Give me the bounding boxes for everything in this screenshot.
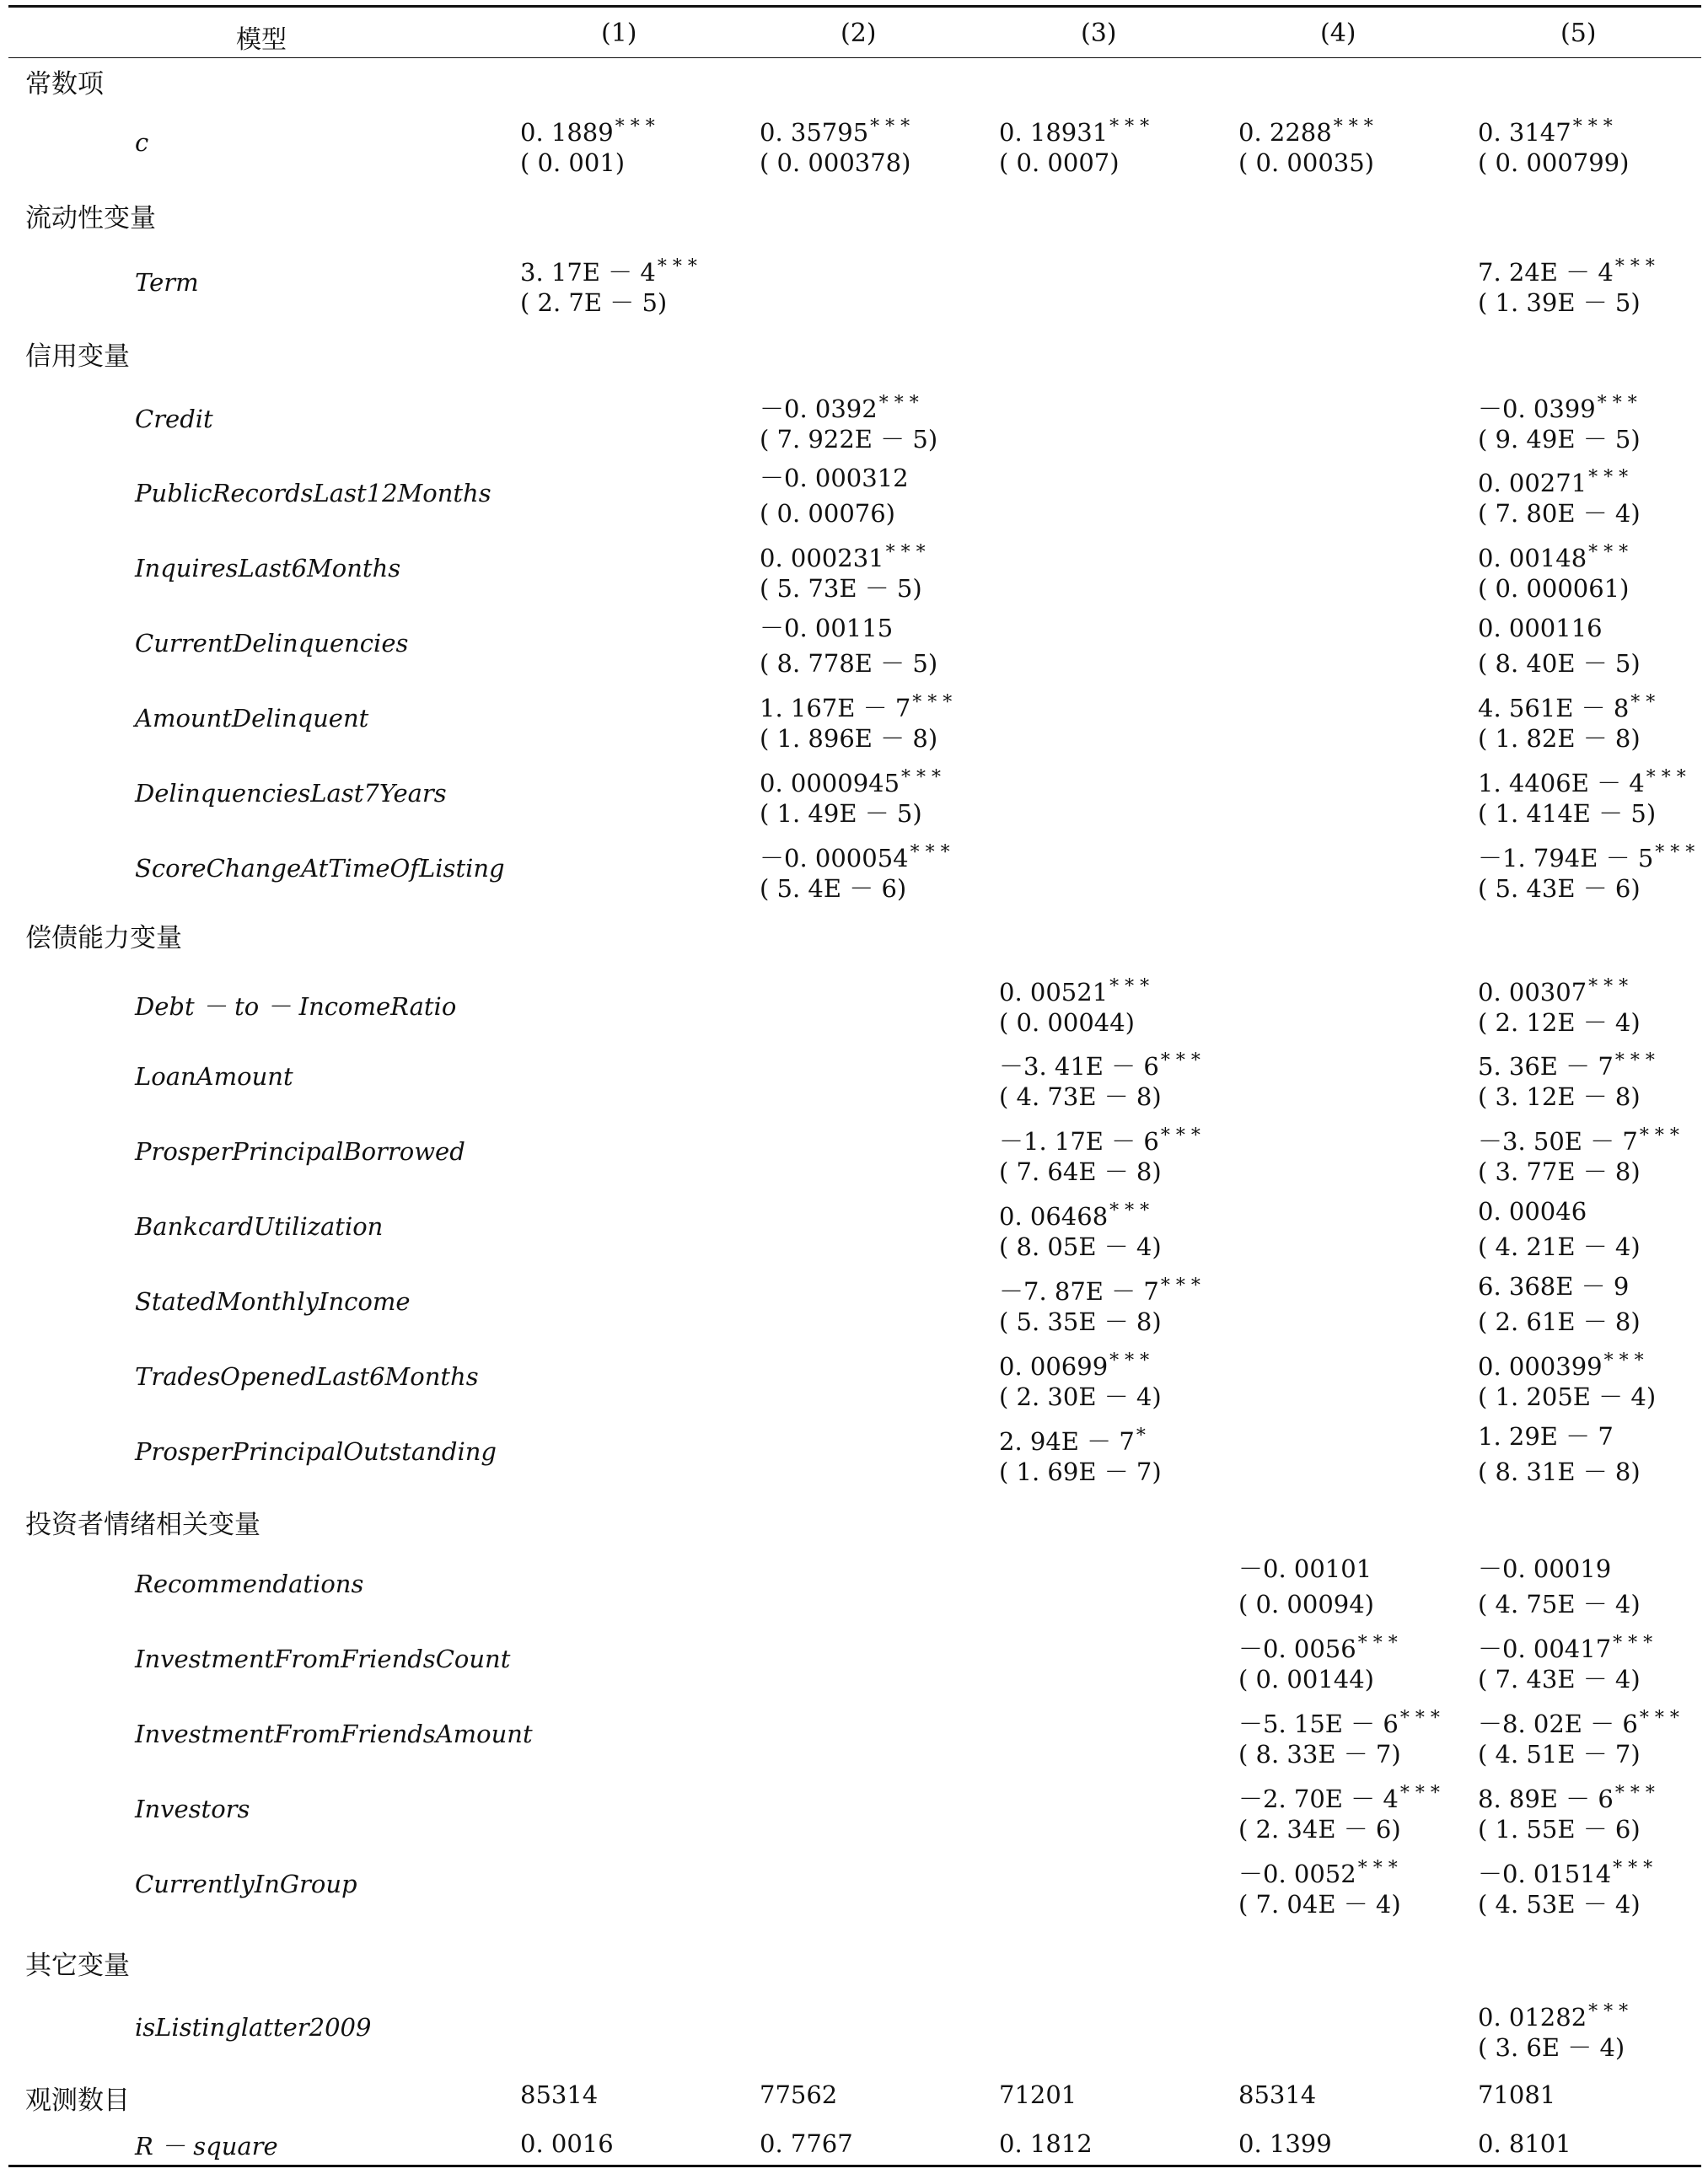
coefficient-number: 0. 00521 [999, 978, 1109, 1006]
coefficient-number: －0. 00101 [1238, 1554, 1372, 1583]
standard-error-value: ( 5. 43E － 6) [1478, 874, 1641, 903]
significance-stars: * [1136, 1425, 1146, 1447]
standard-error-value: ( 0. 000378) [760, 148, 911, 177]
variable-name: PublicRecordsLast12Months [135, 479, 491, 507]
coefficient-cell [1478, 1044, 1655, 1114]
coefficient-value [760, 835, 950, 871]
section-title: 常数项 [25, 69, 104, 99]
standard-error-value: ( 4. 73E － 8) [999, 1082, 1162, 1111]
coefficient-cell [1478, 1419, 1641, 1490]
coefficient-number: 0. 00046 [1478, 1197, 1587, 1226]
standard-error-value: ( 1. 205E － 4) [1478, 1382, 1657, 1411]
coefficient-value [760, 535, 926, 571]
coefficient-number: 0. 01282 [1478, 2003, 1587, 2032]
variable-name: Credit [135, 405, 213, 433]
significance-stars: * * * [1399, 1708, 1440, 1729]
standard-error-value: ( 3. 12E － 8) [1478, 1082, 1641, 1111]
coefficient-cell [1478, 969, 1641, 1040]
standard-error-value: ( 4. 21E － 4) [1478, 1232, 1641, 1261]
coefficient-value [1478, 835, 1695, 871]
standard-error-value: ( 1. 82E － 8) [1478, 724, 1641, 753]
standard-error-value: ( 0. 00035) [1238, 148, 1374, 177]
significance-stars: * * * [1613, 1633, 1653, 1654]
coefficient-cell [1238, 1626, 1398, 1697]
section-title: 投资者情绪相关变量 [25, 1510, 260, 1540]
coefficient-number: 8. 89E － 6 [1478, 1785, 1614, 1813]
coefficient-cell [1478, 1119, 1679, 1189]
coefficient-value [999, 110, 1149, 145]
standard-error-value: ( 9. 49E － 5) [1478, 425, 1641, 454]
coefficient-value [1478, 1994, 1628, 2030]
header-rule [8, 57, 1701, 58]
significance-stars: * * * [901, 767, 942, 788]
coefficient-cell [1478, 1994, 1628, 2065]
coefficient-cell [1478, 1269, 1641, 1339]
top-rule [8, 5, 1701, 8]
coefficient-cell [1478, 610, 1641, 681]
coefficient-cell [1478, 1701, 1679, 1772]
coefficient-value [1478, 1701, 1679, 1737]
variable-name: ProsperPrincipalOutstanding [135, 1437, 497, 1466]
coefficient-cell [1478, 685, 1655, 756]
coefficient-cell [1238, 1851, 1401, 1922]
significance-stars: * * * [1160, 1125, 1200, 1146]
standard-error-value: ( 0. 00076) [760, 499, 895, 528]
standard-error-value: ( 3. 6E － 4) [1478, 2033, 1625, 2062]
coefficient-value [760, 685, 952, 721]
significance-stars: * * * [1588, 2001, 1629, 2022]
variable-name: InquiresLast6Months [135, 554, 401, 582]
standard-error-value: ( 1. 414E － 5) [1478, 799, 1657, 828]
coefficient-value [999, 969, 1149, 1005]
coefficient-cell [760, 386, 937, 457]
significance-stars: * * * [1639, 1708, 1679, 1729]
section-title: 偿债能力变量 [25, 923, 182, 953]
coefficient-cell [1478, 1551, 1641, 1622]
section-title: 流动性变量 [25, 203, 156, 234]
significance-stars: * * * [1109, 1350, 1150, 1371]
standard-error-value: ( 1. 49E － 5) [760, 799, 922, 828]
r-square-value: 0. 7767 [760, 2129, 853, 2158]
coefficient-number: 0. 000231 [760, 544, 884, 572]
r-square-value: 0. 1399 [1238, 2129, 1332, 2158]
coefficient-value [760, 460, 909, 496]
coefficient-number: 0. 0000945 [760, 769, 900, 797]
significance-stars: * * * [1603, 1350, 1644, 1371]
observations-value: 71081 [1478, 2080, 1556, 2109]
coefficient-value [1478, 610, 1641, 646]
coefficient-number: 0. 3147 [1478, 118, 1571, 147]
variable-name: ProsperPrincipalBorrowed [135, 1137, 465, 1166]
coefficient-number: －0. 000054 [760, 844, 909, 872]
coefficient-number: 2. 94E － 7 [999, 1427, 1135, 1456]
coefficient-number: 0. 00307 [1478, 978, 1587, 1006]
coefficient-value [760, 760, 941, 796]
significance-stars: * * * [1333, 116, 1373, 137]
coefficient-number: －1. 794E － 5 [1478, 844, 1654, 872]
standard-error-value: ( 7. 64E － 8) [999, 1157, 1162, 1186]
coefficient-value [1478, 1626, 1652, 1661]
coefficient-cell [1478, 386, 1641, 457]
significance-stars: * * [1630, 692, 1656, 713]
significance-stars: * * * [1588, 976, 1629, 997]
coefficient-value [1238, 1851, 1401, 1887]
header-column-1: (1) [601, 19, 637, 48]
coefficient-number: 0. 1889 [520, 118, 614, 147]
standard-error-value: ( 1. 39E － 5) [1478, 288, 1641, 317]
standard-error-value: ( 1. 55E － 6) [1478, 1815, 1641, 1844]
coefficient-value [1238, 110, 1374, 145]
observations-value: 85314 [1238, 2080, 1317, 2109]
coefficient-cell [999, 969, 1149, 1040]
section-title: 信用变量 [25, 341, 130, 372]
standard-error-value: ( 8. 05E － 4) [999, 1232, 1162, 1261]
standard-error-value: ( 7. 04E － 4) [1238, 1890, 1401, 1919]
coefficient-value [1238, 1776, 1440, 1812]
standard-error-value: ( 0. 0007) [999, 148, 1120, 177]
coefficient-number: 1. 29E － 7 [1478, 1422, 1614, 1451]
coefficient-value [1478, 969, 1641, 1005]
coefficient-number: －0. 00019 [1478, 1554, 1612, 1583]
variable-name: isListinglatter2009 [135, 2013, 372, 2042]
variable-name: TradesOpenedLast6Months [135, 1362, 479, 1391]
coefficient-cell [999, 1419, 1162, 1490]
coefficient-value [999, 1194, 1162, 1229]
variable-name: ScoreChangeAtTimeOfListing [135, 854, 505, 883]
section-title: 其它变量 [25, 1951, 130, 1981]
coefficient-number: 3. 17E － 4 [520, 258, 656, 287]
standard-error-value: ( 5. 4E － 6) [760, 874, 907, 903]
variable-name: Debt － to － IncomeRatio [135, 992, 457, 1021]
significance-stars: * * * [912, 692, 953, 713]
standard-error-value: ( 1. 896E － 8) [760, 724, 938, 753]
coefficient-value [1238, 1701, 1440, 1737]
significance-stars: * * * [1357, 1633, 1398, 1654]
coefficient-number: －2. 70E － 4 [1238, 1785, 1399, 1813]
standard-error-value: ( 8. 778E － 5) [760, 649, 938, 678]
coefficient-cell [760, 610, 937, 681]
coefficient-cell [760, 760, 941, 831]
standard-error-value: ( 2. 30E － 4) [999, 1382, 1162, 1411]
coefficient-number: －8. 02E － 6 [1478, 1710, 1638, 1738]
coefficient-number: －0. 00115 [760, 614, 894, 642]
standard-error-value: ( 0. 00044) [999, 1008, 1135, 1037]
coefficient-cell [1478, 835, 1695, 906]
significance-stars: * * * [1160, 1050, 1200, 1071]
coefficient-value [999, 1269, 1200, 1304]
observations-value: 77562 [760, 2080, 838, 2109]
header-column-4: (4) [1320, 19, 1356, 48]
significance-stars: * * * [1588, 467, 1629, 488]
coefficient-cell [520, 250, 697, 320]
significance-stars: * * * [1109, 976, 1150, 997]
standard-error-value: ( 8. 31E － 8) [1478, 1457, 1641, 1486]
significance-stars: * * * [910, 842, 950, 863]
coefficient-number: 7. 24E － 4 [1478, 258, 1614, 287]
coefficient-cell [1478, 535, 1629, 606]
coefficient-value [999, 1419, 1162, 1454]
significance-stars: * * * [870, 116, 910, 137]
significance-stars: * * * [885, 542, 926, 563]
coefficient-value [1478, 460, 1641, 496]
significance-stars: * * * [1399, 1783, 1440, 1804]
significance-stars: * * * [615, 116, 655, 137]
coefficient-cell [1478, 1776, 1655, 1847]
standard-error-value: ( 2. 12E － 4) [1478, 1008, 1641, 1037]
coefficient-value [1478, 1044, 1655, 1079]
standard-error-value: ( 4. 51E － 7) [1478, 1740, 1641, 1769]
coefficient-value [760, 386, 937, 421]
coefficient-value [1478, 760, 1686, 796]
coefficient-number: 0. 000399 [1478, 1352, 1603, 1381]
coefficient-cell [1478, 110, 1629, 180]
r-square-value: 0. 8101 [1478, 2129, 1571, 2158]
coefficient-number: －0. 00417 [1478, 1635, 1612, 1663]
standard-error-value: ( 8. 40E － 5) [1478, 649, 1641, 678]
coefficient-cell [1478, 250, 1655, 320]
significance-stars: * * * [1614, 1050, 1655, 1071]
coefficient-number: －0. 0056 [1238, 1635, 1356, 1663]
coefficient-number: －0. 0392 [760, 395, 878, 423]
coefficient-cell [1238, 110, 1374, 180]
standard-error-value: ( 0. 00094) [1238, 1590, 1374, 1618]
coefficient-value [1478, 386, 1641, 421]
coefficient-cell [1478, 460, 1641, 531]
coefficient-number: 0. 00271 [1478, 469, 1587, 497]
coefficient-cell [1478, 1344, 1656, 1414]
r-square-label: R － square [135, 2132, 278, 2161]
variable-name: Term [135, 268, 199, 297]
standard-error-value: ( 0. 000061) [1478, 574, 1630, 603]
standard-error-value: ( 7. 43E － 4) [1478, 1665, 1641, 1694]
significance-stars: * * * [1109, 116, 1150, 137]
significance-stars: * * * [878, 393, 919, 414]
standard-error-value: ( 5. 35E － 8) [999, 1307, 1162, 1336]
coefficient-number: 0. 18931 [999, 118, 1109, 147]
header-model-label: 模型 [236, 25, 287, 55]
coefficient-number: 1. 4406E － 4 [1478, 769, 1645, 797]
significance-stars: * * * [1572, 116, 1613, 137]
coefficient-number: －3. 41E － 6 [999, 1052, 1159, 1081]
significance-stars: * * * [1646, 767, 1686, 788]
coefficient-value [1478, 250, 1655, 285]
coefficient-value [520, 110, 655, 145]
coefficient-cell [760, 110, 910, 180]
significance-stars: * * * [1588, 542, 1629, 563]
significance-stars: * * * [1655, 842, 1695, 863]
coefficient-number: 5. 36E － 7 [1478, 1052, 1614, 1081]
coefficient-cell [1238, 1551, 1374, 1622]
coefficient-value [999, 1119, 1200, 1154]
r-square-value: 0. 0016 [520, 2129, 614, 2158]
standard-error-value: ( 2. 7E － 5) [520, 288, 668, 317]
coefficient-value [1478, 110, 1629, 145]
coefficient-value [1478, 1776, 1655, 1812]
coefficient-cell [1478, 1851, 1652, 1922]
variable-name: CurrentlyInGroup [135, 1870, 357, 1898]
significance-stars: * * * [1639, 1125, 1679, 1146]
header-column-2: (2) [841, 19, 877, 48]
coefficient-value [1478, 685, 1655, 721]
coefficient-number: －7. 87E － 7 [999, 1277, 1159, 1306]
coefficient-cell [760, 685, 952, 756]
significance-stars: * * * [1613, 1858, 1653, 1879]
coefficient-value [760, 610, 937, 646]
coefficient-cell [999, 1044, 1200, 1114]
coefficient-number: 4. 561E － 8 [1478, 694, 1630, 722]
variable-name: Recommendations [135, 1570, 364, 1598]
standard-error-value: ( 0. 000799) [1478, 148, 1630, 177]
standard-error-value: ( 7. 80E － 4) [1478, 499, 1641, 528]
coefficient-number: －1. 17E － 6 [999, 1127, 1159, 1156]
coefficient-value [1478, 1119, 1679, 1154]
standard-error-value: ( 0. 00144) [1238, 1665, 1374, 1694]
coefficient-number: 0. 35795 [760, 118, 869, 147]
variable-name: AmountDelinquent [135, 704, 369, 733]
coefficient-value [1238, 1551, 1374, 1586]
coefficient-number: 0. 06468 [999, 1202, 1109, 1231]
coefficient-number: －0. 000312 [760, 464, 909, 492]
coefficient-value [999, 1344, 1162, 1379]
coefficient-value [760, 110, 910, 145]
coefficient-cell [1478, 1194, 1641, 1264]
coefficient-cell [1238, 1776, 1440, 1847]
coefficient-cell [999, 1344, 1162, 1414]
variable-name: BankcardUtilization [135, 1212, 384, 1241]
coefficient-cell [999, 1194, 1162, 1264]
coefficient-cell [760, 835, 950, 906]
significance-stars: * * * [1357, 1858, 1398, 1879]
coefficient-cell [1238, 1701, 1440, 1772]
standard-error-value: ( 2. 34E － 6) [1238, 1815, 1401, 1844]
coefficient-number: 1. 167E － 7 [760, 694, 911, 722]
coefficient-value [1478, 1551, 1641, 1586]
variable-name: DelinquenciesLast7Years [135, 779, 447, 808]
coefficient-number: －0. 0399 [1478, 395, 1596, 423]
observations-label: 观测数目 [25, 2085, 130, 2116]
variable-name: StatedMonthlyIncome [135, 1287, 411, 1316]
coefficient-value [999, 1044, 1200, 1079]
coefficient-number: －5. 15E － 6 [1238, 1710, 1399, 1738]
r-square-value: 0. 1812 [999, 2129, 1093, 2158]
header-column-5: (5) [1560, 19, 1597, 48]
standard-error-value: ( 2. 61E － 8) [1478, 1307, 1641, 1336]
coefficient-value [1478, 1344, 1656, 1379]
significance-stars: * * * [1614, 1783, 1655, 1804]
standard-error-value: ( 7. 922E － 5) [760, 425, 938, 454]
header-column-3: (3) [1081, 19, 1117, 48]
bottom-rule [8, 2165, 1701, 2167]
coefficient-cell [999, 110, 1149, 180]
coefficient-number: 0. 00699 [999, 1352, 1109, 1381]
coefficient-number: －0. 0052 [1238, 1860, 1356, 1888]
standard-error-value: ( 4. 53E － 4) [1478, 1890, 1641, 1919]
observations-value: 71201 [999, 2080, 1077, 2109]
coefficient-cell [999, 1119, 1200, 1189]
coefficient-number: 6. 368E － 9 [1478, 1272, 1630, 1301]
significance-stars: * * * [1109, 1200, 1150, 1221]
variable-name: InvestmentFromFriendsAmount [135, 1720, 533, 1748]
coefficient-value [1478, 535, 1629, 571]
variable-name: CurrentDelinquencies [135, 629, 409, 658]
coefficient-cell [1478, 1626, 1652, 1697]
standard-error-value: ( 3. 77E － 8) [1478, 1157, 1641, 1186]
coefficient-cell [999, 1269, 1200, 1339]
coefficient-cell [760, 460, 909, 531]
significance-stars: * * * [657, 256, 697, 277]
standard-error-value: ( 4. 75E － 4) [1478, 1590, 1641, 1618]
coefficient-number: 0. 000116 [1478, 614, 1603, 642]
significance-stars: * * * [1160, 1275, 1200, 1296]
standard-error-value: ( 1. 69E － 7) [999, 1457, 1162, 1486]
coefficient-cell [1478, 760, 1686, 831]
coefficient-cell [760, 535, 926, 606]
coefficient-number: 0. 2288 [1238, 118, 1332, 147]
standard-error-value: ( 5. 73E － 5) [760, 574, 922, 603]
coefficient-value [520, 250, 697, 285]
coefficient-value [1238, 1626, 1398, 1661]
variable-name: Investors [135, 1795, 250, 1823]
coefficient-number: 0. 00148 [1478, 544, 1587, 572]
standard-error-value: ( 8. 33E － 7) [1238, 1740, 1401, 1769]
coefficient-number: －3. 50E － 7 [1478, 1127, 1638, 1156]
variable-name: LoanAmount [135, 1062, 293, 1091]
coefficient-value [1478, 1269, 1641, 1304]
variable-name: InvestmentFromFriendsCount [135, 1645, 511, 1673]
coefficient-value [1478, 1851, 1652, 1887]
coefficient-cell [520, 110, 655, 180]
coefficient-value [1478, 1419, 1641, 1454]
significance-stars: * * * [1597, 393, 1637, 414]
variable-name: c [135, 128, 149, 157]
coefficient-number: －0. 01514 [1478, 1860, 1612, 1888]
observations-value: 85314 [520, 2080, 599, 2109]
coefficient-value [1478, 1194, 1641, 1229]
standard-error-value: ( 0. 001) [520, 148, 626, 177]
significance-stars: * * * [1614, 256, 1655, 277]
